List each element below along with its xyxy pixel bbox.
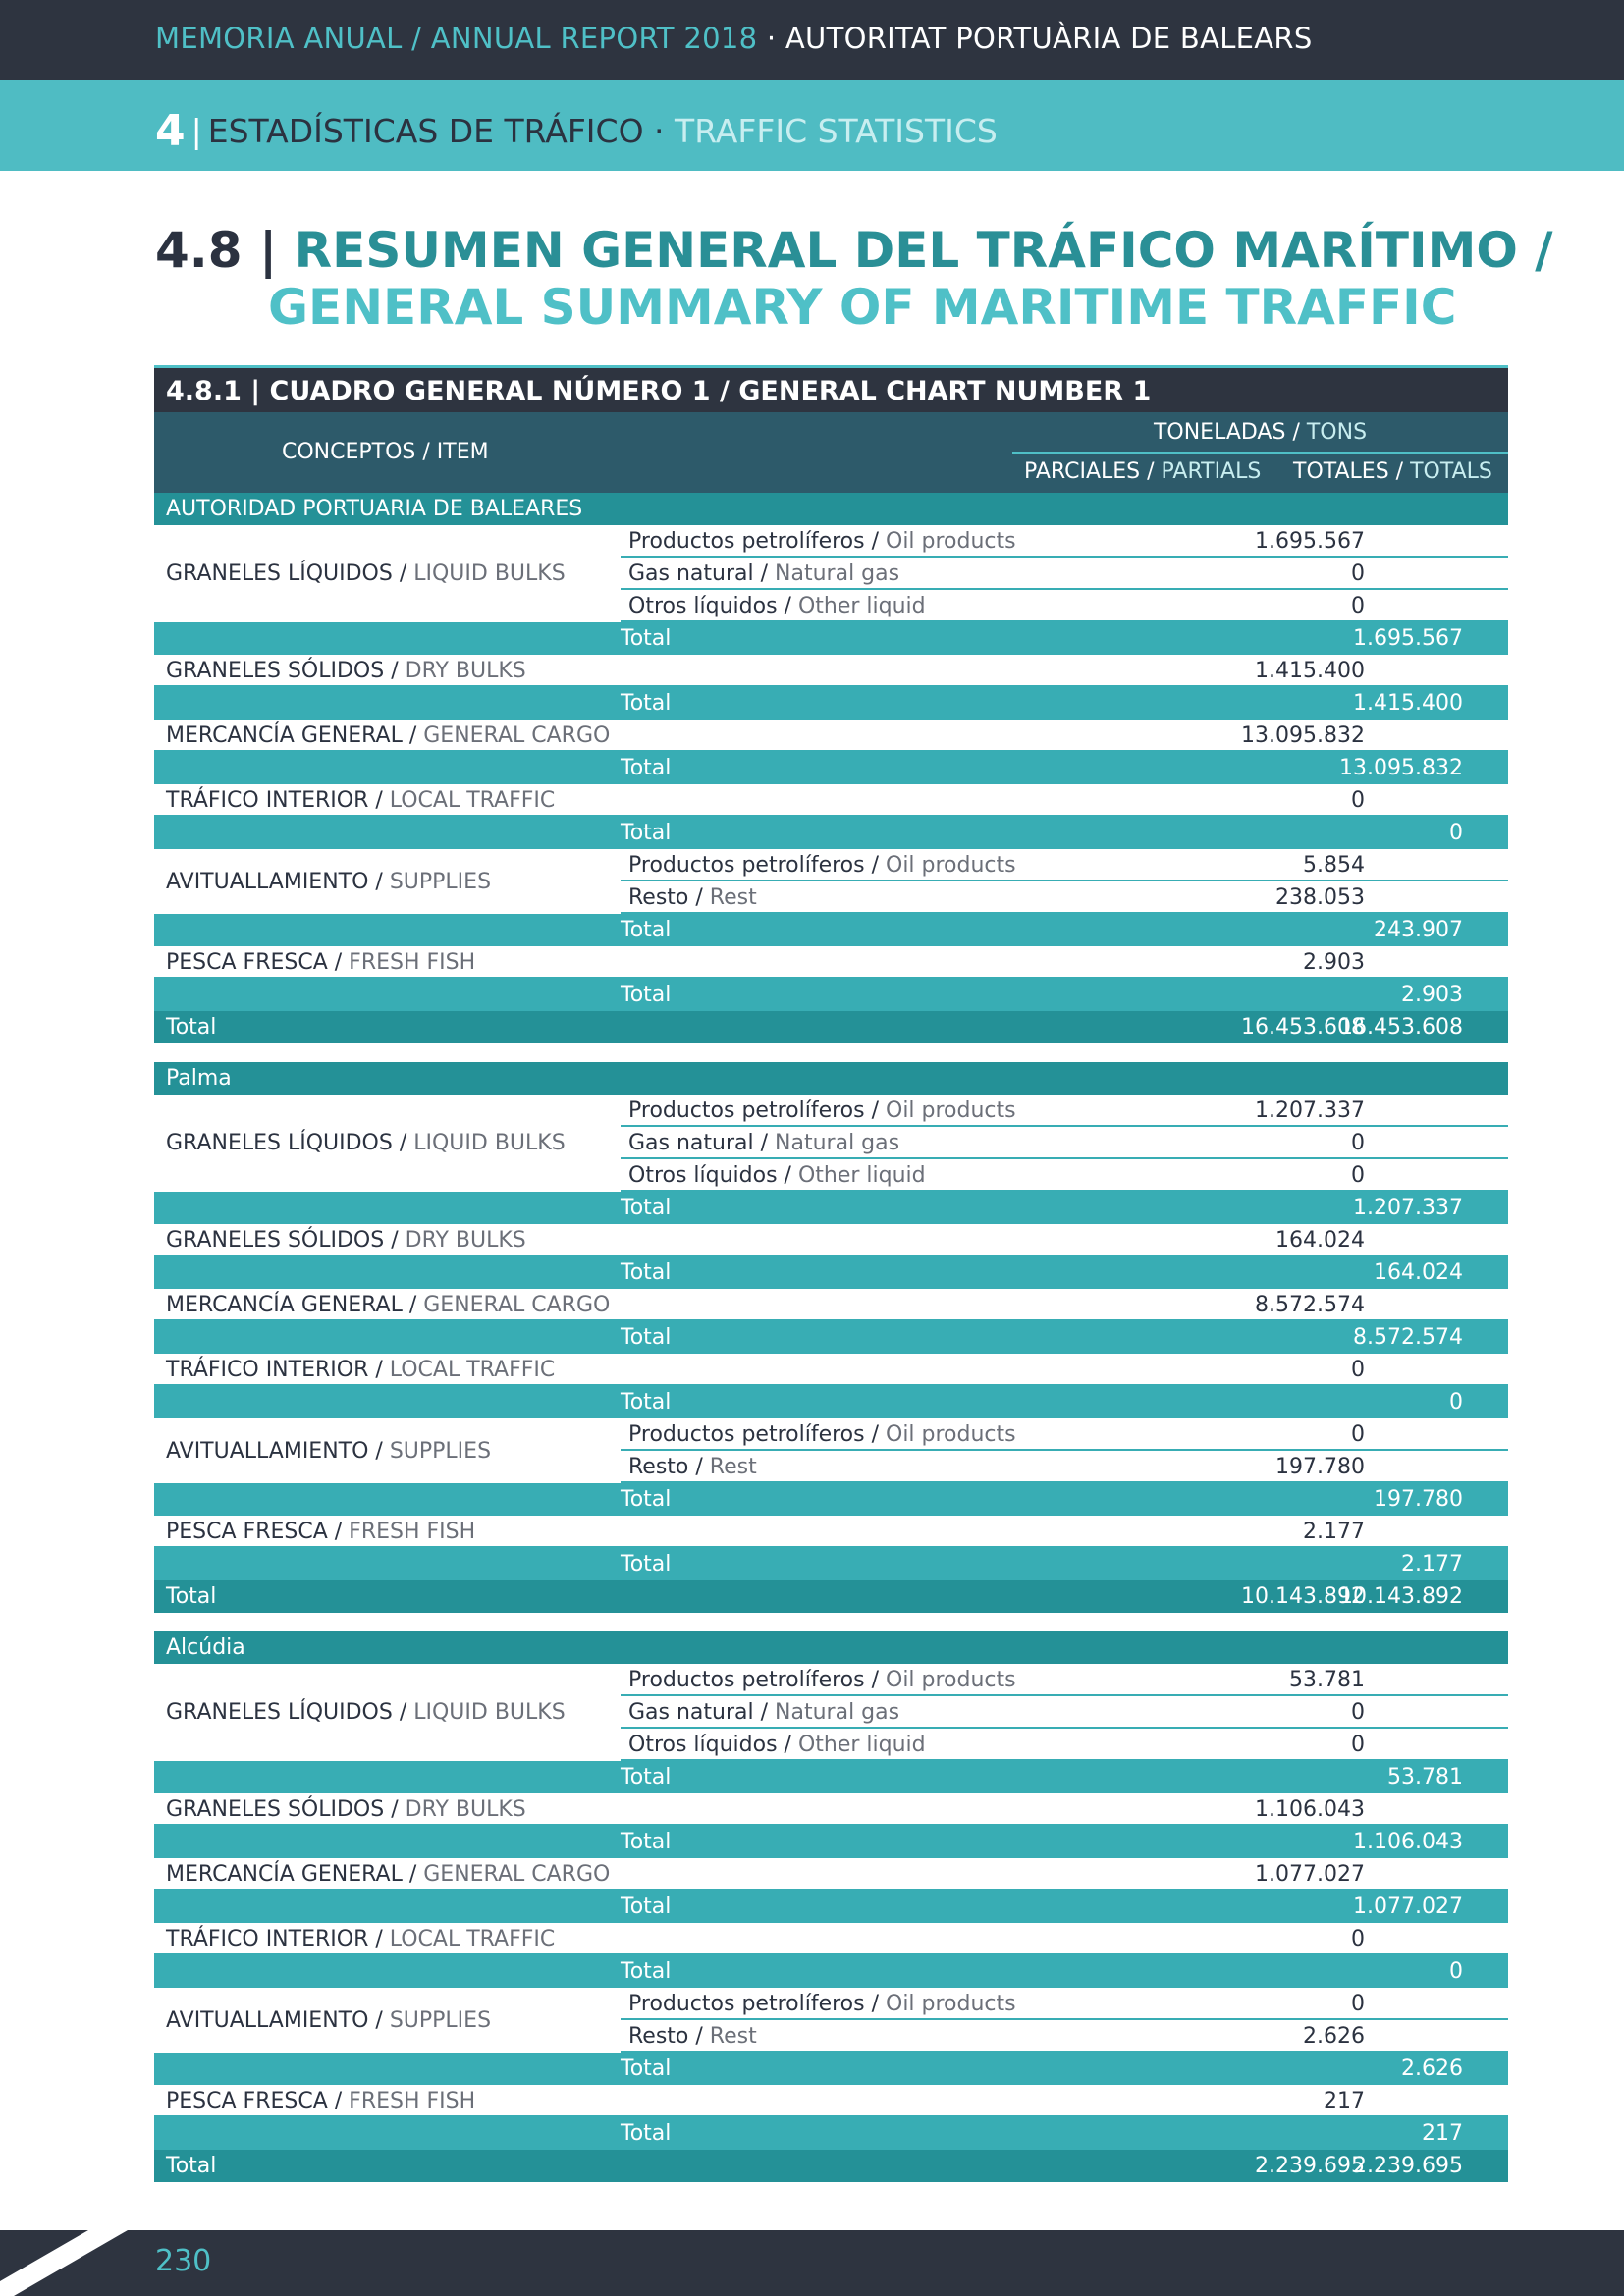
other-row-label-sep: / [777, 1163, 798, 1188]
section-number: 4 [155, 106, 186, 156]
header-slash: / [402, 22, 431, 55]
subtotal-value: 13.095.832 [1339, 756, 1463, 780]
local-value: 0 [1351, 788, 1365, 813]
supplies-label [166, 870, 491, 894]
local-label-es: TRÁFICO INTERIOR [166, 1927, 369, 1951]
dry-row [154, 1224, 1508, 1256]
dry-value: 1.106.043 [1255, 1797, 1365, 1822]
other-row-label-sep: / [777, 594, 798, 618]
other-row-value: 0 [1351, 1163, 1365, 1188]
fish-value: 217 [1324, 2089, 1365, 2113]
local-label-sep: / [368, 788, 390, 813]
fish-label-en: FRESH FISH [349, 950, 476, 975]
section-bar [0, 80, 1624, 171]
total-label: Total [621, 756, 672, 780]
subtotal-row [154, 1386, 1508, 1418]
total-label: Total [621, 1552, 672, 1576]
oil-row-label-en: Oil products [886, 529, 1016, 554]
other-row-value: 0 [1351, 594, 1365, 618]
dry-label-es: GRANELES SÓLIDOS [166, 1797, 385, 1822]
supplies-sep: / [368, 870, 390, 894]
col-totals [1293, 459, 1492, 484]
local-label [166, 1358, 555, 1382]
rest-row-label [628, 885, 757, 910]
oil-row-label-es: Productos petrolíferos [628, 1668, 865, 1692]
supplies-label [166, 2008, 491, 2033]
rest-row-label-es: Resto [628, 2024, 689, 2049]
other-row-label [628, 594, 926, 618]
rest-row-label-en: Rest [709, 885, 757, 910]
grand-total-row [154, 2150, 1508, 2182]
fish-label-es: PESCA FRESCA [166, 950, 328, 975]
gas-row-label-sep: / [753, 1700, 776, 1725]
subtotal-value: 217 [1422, 2121, 1463, 2146]
supplies-sep: / [368, 2008, 390, 2033]
general-value: 13.095.832 [1241, 723, 1365, 748]
other-row-label-en: Other liquid [797, 594, 926, 618]
supplies-en: SUPPLIES [389, 870, 492, 894]
local-row [154, 1923, 1508, 1955]
fish-label-en: FRESH FISH [349, 2089, 476, 2113]
general-label [166, 1293, 610, 1317]
gas-row-label-en: Natural gas [775, 561, 900, 586]
general-label-es: MERCANCÍA GENERAL [166, 1293, 403, 1317]
gas-row-label-en: Natural gas [775, 1700, 900, 1725]
subtotal-row [154, 2117, 1508, 2150]
subtotal-row [154, 1548, 1508, 1580]
general-row [154, 720, 1508, 752]
totals-sep: / [1388, 459, 1411, 484]
subtotal-row [154, 1826, 1508, 1858]
dry-label-en: DRY BULKS [405, 659, 526, 683]
general-label-en: GENERAL CARGO [423, 1293, 611, 1317]
total-label: Total [621, 918, 672, 942]
grand-total-label: Total [166, 1015, 217, 1040]
oil-row-label [628, 529, 1016, 554]
subtotal-value: 2.903 [1401, 983, 1463, 1007]
subtotal-value: 0 [1449, 1390, 1463, 1415]
oil-row-label-sep: / [864, 1668, 886, 1692]
fish-label-sep: / [327, 2089, 350, 2113]
title-number: 4.8 | [155, 222, 295, 279]
supplies-oil-row-label-es: Productos petrolíferos [628, 1992, 865, 2016]
subtotal-row [154, 1192, 1508, 1224]
rest-row-label-en: Rest [709, 1455, 757, 1479]
subtotal-value: 243.907 [1374, 918, 1463, 942]
section-name: Alcúdia [166, 1635, 245, 1660]
gas-row-label-es: Gas natural [628, 561, 754, 586]
totals-en: TOTALS [1410, 459, 1492, 484]
fish-label-sep: / [327, 1520, 350, 1544]
dry-label-sep: / [384, 659, 406, 683]
fish-row [154, 946, 1508, 979]
fish-value: 2.903 [1303, 950, 1365, 975]
gas-row-label-sep: / [753, 561, 776, 586]
liquid-sep: / [392, 561, 414, 586]
section-divider: | [190, 112, 202, 150]
fish-row [154, 1516, 1508, 1548]
table-caption [154, 365, 1508, 412]
gas-row-value: 0 [1351, 1700, 1365, 1725]
dry-label [166, 1228, 526, 1253]
page-number: 230 [155, 2244, 212, 2278]
rest-row-label-sep: / [688, 1455, 710, 1479]
subtotal-value: 8.572.574 [1353, 1325, 1463, 1350]
oil-row-label [628, 1668, 1016, 1692]
dry-value: 1.415.400 [1255, 659, 1365, 683]
supplies-oil-row-value: 5.854 [1303, 853, 1365, 878]
supplies-es: AVITUALLAMIENTO [166, 2008, 369, 2033]
local-label [166, 788, 555, 813]
supplies-oil-row-label-es: Productos petrolíferos [628, 853, 865, 878]
rest-row-label-es: Resto [628, 885, 689, 910]
dry-row [154, 1793, 1508, 1826]
local-label-en: LOCAL TRAFFIC [389, 788, 556, 813]
gas-row-label [628, 1131, 899, 1155]
subtotal-row [154, 2053, 1508, 2085]
local-value: 0 [1351, 1358, 1365, 1382]
other-row-label-es: Otros líquidos [628, 1163, 778, 1188]
subtotal-row [154, 817, 1508, 849]
subtotal-row [154, 752, 1508, 784]
gas-row-value: 0 [1351, 561, 1365, 586]
local-label-sep: / [368, 1358, 390, 1382]
partials-sep: / [1140, 459, 1162, 484]
dry-label [166, 1797, 526, 1822]
section-header [154, 1631, 1508, 1664]
other-row [621, 1729, 1508, 1761]
fish-label-sep: / [327, 950, 350, 975]
col-concepts: CONCEPTOS / ITEM [282, 440, 489, 464]
supplies-oil-row-label [628, 1992, 1016, 2016]
oil-row-label [628, 1098, 1016, 1123]
general-label-sep: / [402, 1293, 424, 1317]
total-label: Total [621, 626, 672, 651]
title-es: RESUMEN GENERAL DEL TRÁFICO MARÍTIMO / [294, 222, 1553, 279]
supplies-oil-row-label-en: Oil products [886, 1422, 1016, 1447]
general-label-sep: / [402, 723, 424, 748]
rest-row-label-en: Rest [709, 2024, 757, 2049]
subtotal-row [154, 1955, 1508, 1988]
fish-label [166, 2089, 475, 2113]
grand-total-value: 2.239.695 [1353, 2154, 1463, 2178]
table-caption-text: 4.8.1 | CUADRO GENERAL NÚMERO 1 / GENERAL CHART NUMBER 1 [166, 376, 1152, 406]
grand-partial-value: 2.239.695 [1255, 2154, 1365, 2178]
supplies-oil-row-label-sep: / [864, 853, 886, 878]
liquid-sep: / [392, 1131, 414, 1155]
oil-row-label-en: Oil products [886, 1668, 1016, 1692]
grand-total-value: 16.453.608 [1339, 1015, 1463, 1040]
total-label: Total [621, 2056, 672, 2081]
general-value: 1.077.027 [1255, 1862, 1365, 1887]
general-label-sep: / [402, 1862, 424, 1887]
liquid-label [166, 1131, 566, 1155]
dry-label-es: GRANELES SÓLIDOS [166, 659, 385, 683]
local-label-es: TRÁFICO INTERIOR [166, 1358, 369, 1382]
supplies-es: AVITUALLAMIENTO [166, 870, 369, 894]
subtotal-row [154, 1256, 1508, 1289]
general-value: 8.572.574 [1255, 1293, 1365, 1317]
subtotal-row [154, 1483, 1508, 1516]
supplies-oil-row-value: 0 [1351, 1422, 1365, 1447]
subtotal-row [154, 979, 1508, 1011]
liquid-label [166, 1700, 566, 1725]
supplies-oil-row-label-es: Productos petrolíferos [628, 1422, 865, 1447]
rest-row-label [628, 1455, 757, 1479]
col-partials [1024, 459, 1261, 484]
section-header [154, 1062, 1508, 1095]
section-en: TRAFFIC STATISTICS [675, 112, 998, 150]
total-label: Total [621, 1325, 672, 1350]
oil-row [621, 1664, 1508, 1696]
tons-sep: / [1285, 420, 1307, 445]
dry-label-sep: / [384, 1797, 406, 1822]
supplies-oil-row-label [628, 1422, 1016, 1447]
supplies-oil-row-label-sep: / [864, 1992, 886, 2016]
fish-row [154, 2085, 1508, 2117]
total-label: Total [621, 1196, 672, 1220]
other-row-label-en: Other liquid [797, 1733, 926, 1757]
table-header [154, 412, 1508, 493]
liquid-en: LIQUID BULKS [413, 1131, 566, 1155]
partials-es: PARCIALES [1024, 459, 1141, 484]
supplies-oil-row-label-en: Oil products [886, 1992, 1016, 2016]
local-label-es: TRÁFICO INTERIOR [166, 788, 369, 813]
total-label: Total [621, 1830, 672, 1854]
dry-row [154, 655, 1508, 687]
local-value: 0 [1351, 1927, 1365, 1951]
section-es: ESTADÍSTICAS DE TRÁFICO [207, 112, 644, 150]
supplies-en: SUPPLIES [389, 2008, 492, 2033]
subtotal-value: 197.780 [1374, 1487, 1463, 1512]
liquid-sep: / [392, 1700, 414, 1725]
section-dot: · [643, 112, 676, 150]
dry-label-es: GRANELES SÓLIDOS [166, 1228, 385, 1253]
gas-row-label-sep: / [753, 1131, 776, 1155]
title-en: GENERAL SUMMARY OF MARITIME TRAFFIC [268, 279, 1457, 336]
general-row [154, 1289, 1508, 1321]
section-name: AUTORIDAD PORTUARIA DE BALEARES [166, 497, 583, 521]
liquid-en: LIQUID BULKS [413, 561, 566, 586]
general-label [166, 1862, 610, 1887]
supplies-label [166, 1439, 491, 1464]
gas-row-label [628, 561, 899, 586]
total-label: Total [621, 2121, 672, 2146]
rest-row-value: 197.780 [1275, 1455, 1365, 1479]
tons-en: TONS [1306, 420, 1368, 445]
total-label: Total [621, 1390, 672, 1415]
other-row-value: 0 [1351, 1733, 1365, 1757]
dry-value: 164.024 [1275, 1228, 1365, 1253]
total-label: Total [621, 1959, 672, 1984]
subtotal-value: 164.024 [1374, 1260, 1463, 1285]
total-label: Total [621, 983, 672, 1007]
supplies-es: AVITUALLAMIENTO [166, 1439, 369, 1464]
dry-label-en: DRY BULKS [405, 1228, 526, 1253]
oil-row [621, 1095, 1508, 1127]
dry-label [166, 659, 526, 683]
oil-row-label-sep: / [864, 1098, 886, 1123]
gas-row [621, 1127, 1508, 1159]
supplies-sep: / [368, 1439, 390, 1464]
general-label-es: MERCANCÍA GENERAL [166, 1862, 403, 1887]
grand-total-value: 10.143.892 [1339, 1584, 1463, 1609]
oil-row-value: 53.781 [1289, 1668, 1365, 1692]
oil-row-value: 1.695.567 [1255, 529, 1365, 554]
col-tons [1012, 420, 1508, 454]
grand-total-row [154, 1580, 1508, 1613]
gas-row [621, 558, 1508, 590]
rest-row-value: 2.626 [1303, 2024, 1365, 2049]
subtotal-row [154, 1891, 1508, 1923]
oil-row [621, 525, 1508, 558]
grand-total-label: Total [166, 2154, 217, 2178]
other-row-label-es: Otros líquidos [628, 1733, 778, 1757]
total-label: Total [621, 821, 672, 845]
fish-label-es: PESCA FRESCA [166, 2089, 328, 2113]
local-label-sep: / [368, 1927, 390, 1951]
other-row-label-es: Otros líquidos [628, 594, 778, 618]
local-label-en: LOCAL TRAFFIC [389, 1927, 556, 1951]
general-label [166, 723, 610, 748]
total-label: Total [621, 1487, 672, 1512]
local-label [166, 1927, 555, 1951]
totals-es: TOTALES [1293, 459, 1389, 484]
subtotal-value: 0 [1449, 821, 1463, 845]
subtotal-value: 1.415.400 [1353, 691, 1463, 716]
rest-row-label [628, 2024, 757, 2049]
liquid-en: LIQUID BULKS [413, 1700, 566, 1725]
header-dot: · [757, 22, 785, 55]
subtotal-value: 53.781 [1387, 1765, 1463, 1789]
gas-row-label-es: Gas natural [628, 1700, 754, 1725]
gas-row [621, 1696, 1508, 1729]
subtotal-value: 2.177 [1401, 1552, 1463, 1576]
supplies-oil-row [621, 1988, 1508, 2020]
subtotal-value: 1.695.567 [1353, 626, 1463, 651]
section-title [155, 106, 998, 156]
footer-stripe-icon [0, 2230, 137, 2296]
total-label: Total [621, 1895, 672, 1919]
total-label: Total [621, 1260, 672, 1285]
subtotal-row [154, 622, 1508, 655]
total-label: Total [621, 691, 672, 716]
fish-label [166, 1520, 475, 1544]
header-authority: AUTORITAT PORTUÀRIA DE BALEARS [785, 22, 1313, 55]
subtotal-value: 1.106.043 [1353, 1830, 1463, 1854]
other-row [621, 590, 1508, 622]
rest-row-label-sep: / [688, 885, 710, 910]
oil-row-value: 1.207.337 [1255, 1098, 1365, 1123]
liquid-es: GRANELES LÍQUIDOS [166, 1131, 393, 1155]
section-header [154, 493, 1508, 525]
rest-row [621, 2020, 1508, 2053]
dry-label-en: DRY BULKS [405, 1797, 526, 1822]
rest-row [621, 881, 1508, 914]
grand-partial-value: 16.453.608 [1241, 1015, 1365, 1040]
grand-total-row [154, 1011, 1508, 1043]
subtotal-row [154, 1321, 1508, 1354]
general-label-en: GENERAL CARGO [423, 723, 611, 748]
dry-label-sep: / [384, 1228, 406, 1253]
rest-row-value: 238.053 [1275, 885, 1365, 910]
local-label-en: LOCAL TRAFFIC [389, 1358, 556, 1382]
local-row [154, 784, 1508, 817]
subtotal-value: 1.077.027 [1353, 1895, 1463, 1919]
supplies-en: SUPPLIES [389, 1439, 492, 1464]
total-label: Total [621, 1765, 672, 1789]
general-label-en: GENERAL CARGO [423, 1862, 611, 1887]
subtotal-value: 2.626 [1401, 2056, 1463, 2081]
other-row [621, 1159, 1508, 1192]
supplies-oil-row-label-sep: / [864, 1422, 886, 1447]
liquid-es: GRANELES LÍQUIDOS [166, 561, 393, 586]
other-row-label [628, 1163, 926, 1188]
rest-row-label-sep: / [688, 2024, 710, 2049]
gas-row-label [628, 1700, 899, 1725]
supplies-oil-row [621, 849, 1508, 881]
other-row-label-en: Other liquid [797, 1163, 926, 1188]
page-title [155, 222, 1553, 336]
fish-value: 2.177 [1303, 1520, 1365, 1544]
oil-row-label-es: Productos petrolíferos [628, 1098, 865, 1123]
local-row [154, 1354, 1508, 1386]
subtotal-value: 1.207.337 [1353, 1196, 1463, 1220]
report-header-text [155, 22, 1313, 55]
rest-row-label-es: Resto [628, 1455, 689, 1479]
section-name: Palma [166, 1066, 232, 1091]
rest-row [621, 1451, 1508, 1483]
tons-es: TONELADAS [1153, 420, 1286, 445]
gas-row-value: 0 [1351, 1131, 1365, 1155]
other-row-label [628, 1733, 926, 1757]
grand-total-label: Total [166, 1584, 217, 1609]
gas-row-label-es: Gas natural [628, 1131, 754, 1155]
header-annual: ANNUAL REPORT 2018 [430, 22, 758, 55]
liquid-label [166, 561, 566, 586]
liquid-es: GRANELES LÍQUIDOS [166, 1700, 393, 1725]
supplies-oil-row-value: 0 [1351, 1992, 1365, 2016]
gas-row-label-en: Natural gas [775, 1131, 900, 1155]
general-row [154, 1858, 1508, 1891]
header-memoria: MEMORIA ANUAL [155, 22, 403, 55]
subtotal-row [154, 914, 1508, 946]
supplies-oil-row-label-en: Oil products [886, 853, 1016, 878]
other-row-label-sep: / [777, 1733, 798, 1757]
subtotal-row [154, 687, 1508, 720]
subtotal-row [154, 1761, 1508, 1793]
oil-row-label-sep: / [864, 529, 886, 554]
fish-label [166, 950, 475, 975]
general-label-es: MERCANCÍA GENERAL [166, 723, 403, 748]
partials-en: PARTIALS [1161, 459, 1262, 484]
report-header-bar [0, 0, 1624, 80]
fish-label-es: PESCA FRESCA [166, 1520, 328, 1544]
oil-row-label-es: Productos petrolíferos [628, 529, 865, 554]
oil-row-label-en: Oil products [886, 1098, 1016, 1123]
fish-label-en: FRESH FISH [349, 1520, 476, 1544]
supplies-oil-row-label [628, 853, 1016, 878]
supplies-oil-row [621, 1418, 1508, 1451]
page-footer [0, 2230, 1624, 2296]
subtotal-value: 0 [1449, 1959, 1463, 1984]
grand-partial-value: 10.143.892 [1241, 1584, 1365, 1609]
